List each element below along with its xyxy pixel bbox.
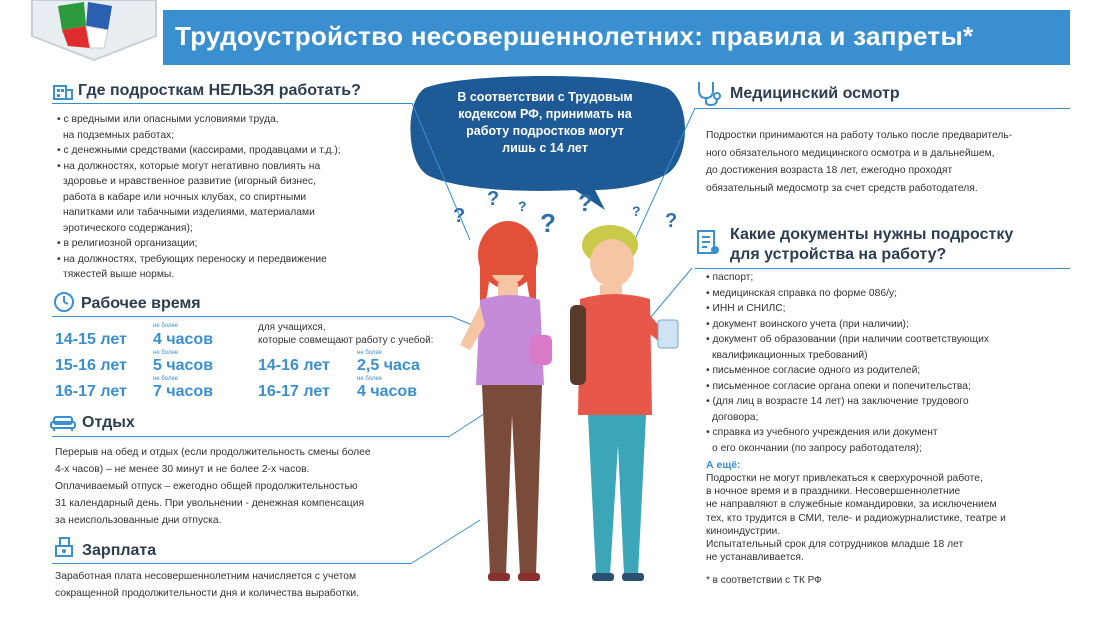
hours-limit: 5 часов (153, 357, 214, 374)
list-item: • (для лиц в возрасте 14 лет) на заключение трудового (706, 396, 969, 407)
students-line: для учащихся, (258, 322, 326, 333)
list-item: • ИНН и СНИЛС; (706, 303, 786, 314)
divider (695, 268, 1070, 269)
list-item: напитками или табачными изделиями, материалами (63, 207, 315, 218)
limit-note: не более (357, 350, 383, 356)
teenagers-illustration (440, 215, 700, 595)
text-line: Испытательный срок для сотрудников младше 18 лет (706, 539, 964, 551)
list-item: квалификационных требований) (712, 349, 868, 361)
heading-line: Какие документы нужны подростку (730, 226, 1014, 243)
hours-limit: 4 часов (357, 383, 418, 400)
bubble-line: В соответствии с Трудовым (457, 90, 633, 104)
list-item: здоровье и нравственное развитие (игорный бизнес, (63, 176, 316, 187)
limit-note: не более (153, 376, 179, 382)
list-item: • с вредными или опасными условиями труда, (57, 114, 279, 125)
text-line: ного обязательного медицинского осмотра и в дальнейшем, (706, 147, 995, 159)
work-time-heading: Рабочее время (81, 295, 201, 312)
bubble-line: кодексом РФ, принимать на (458, 107, 632, 121)
text-line: Подростки не могут привлекаться к сверхурочной работе, (706, 473, 983, 484)
medical-heading: Медицинский осмотр (730, 85, 900, 102)
students-line: которые совмещают работу с учебой: (258, 335, 434, 346)
list-item: • паспорт; (706, 272, 754, 283)
age-range: 14-15 лет (55, 331, 127, 348)
also-text (706, 472, 1006, 564)
list-item: • документ воинского учета (при наличии); (706, 318, 909, 330)
question-mark: ? (453, 205, 466, 227)
list-item: • письменное согласие органа опеки и попечительства; (706, 380, 971, 392)
text-line: не устанавливается. (706, 552, 804, 564)
text-line: Заработная плата несовершеннолетним начисляется с учетом (55, 571, 357, 582)
list-item: • медицинская справка по форме 086/у; (706, 287, 897, 299)
limit-note: не более (153, 350, 179, 356)
question-mark: ? (578, 190, 593, 217)
list-item: • письменное согласие одного из родителей; (706, 365, 921, 376)
divider (695, 108, 1070, 109)
question-mark: ? (487, 188, 500, 210)
list-item: • на должностях, которые могут негативно повлиять на (57, 160, 321, 172)
text-line: не направляют в служебные командировки, за исключением (706, 499, 997, 511)
footnote: * в соответствии с ТК РФ (706, 575, 822, 586)
hours-limit: 4 часов (153, 331, 214, 348)
question-mark: ? (665, 210, 678, 232)
list-item: • с денежными средствами (кассирами, продавцами и т.д.); (57, 145, 341, 156)
list-item: • в религиозной организации; (57, 238, 198, 249)
also-label: А ещё: (706, 459, 741, 471)
limit-note: не более (153, 323, 179, 329)
question-mark: ? (632, 203, 641, 219)
stethoscope-icon (695, 80, 715, 100)
documents-heading (730, 225, 1013, 265)
medical-text (706, 127, 1012, 197)
age-range: 16-17 лет (55, 383, 127, 400)
list-item: • документ об образовании (при наличии соответствующих (706, 334, 989, 345)
rest-heading: Отдых (82, 414, 135, 431)
hours-limit: 7 часов (153, 383, 214, 400)
list-item: тяжестей выше нормы. (63, 269, 175, 280)
text-line: 4-х часов) – не менее 30 минут и не более 2-х часов. (55, 464, 310, 475)
question-mark: ? (540, 208, 556, 238)
list-item: на подземных работах; (63, 129, 175, 141)
list-item: • на должностях, требующих переноску и передвижение (57, 253, 327, 265)
documents-list (706, 270, 989, 456)
list-item: • справка из учебного учреждения или документ (706, 427, 938, 438)
text-line: тех, кто трудится в СМИ, теле- и радиожурналистике, театре и (706, 512, 1006, 524)
page-title: Трудоустройство несовершеннолетних: правила и запреты* (175, 21, 974, 51)
text-line: киноиндустрии. (706, 525, 781, 537)
salary-heading: Зарплата (82, 542, 157, 559)
text-line: в ночное время и в праздники. Несовершеннолетние (706, 486, 961, 498)
forbidden-heading: Где подросткам НЕЛЬЗЯ работать? (78, 82, 361, 99)
age-range: 14-16 лет (258, 357, 330, 374)
list-item: эротического содержания); (63, 222, 193, 234)
heading-line: для устройства на работу? (730, 246, 947, 263)
list-item: работа в кабаре или ночных клубах, со спиртными (63, 191, 307, 203)
list-item: о его окончании (по запросу работодателя); (712, 442, 922, 454)
text-line: за неиспользованные дни отпуска. (55, 515, 222, 526)
text-line: Оплачиваемый отпуск – ежегодно общей продолжительностью (55, 481, 358, 492)
limit-note: не более (357, 376, 383, 382)
hours-limit: 2,5 часа (357, 357, 420, 374)
age-range: 15-16 лет (55, 357, 127, 374)
text-line: до достижения возраста 18 лет, ежегодно проходят (706, 165, 953, 176)
document-icon (695, 229, 715, 249)
bubble-line: лишь с 14 лет (502, 141, 588, 155)
age-range: 16-17 лет (258, 383, 330, 400)
question-mark: ? (518, 198, 527, 214)
bubble-line: работу подростков могут (466, 124, 624, 138)
text-line: Подростки принимаются на работу только после предваритель- (706, 130, 1013, 141)
text-line: сокращенной продолжительности дня и количества выработки. (55, 588, 360, 599)
text-line: Перерыв на обед и отдых (если продолжительность смены более (55, 447, 371, 458)
text-line: обязательный медосмотр за счет средств работодателя. (706, 182, 978, 194)
list-item: договора; (712, 411, 759, 423)
text-line: 31 календарный день. При увольнении - денежная компенсация (55, 498, 365, 509)
